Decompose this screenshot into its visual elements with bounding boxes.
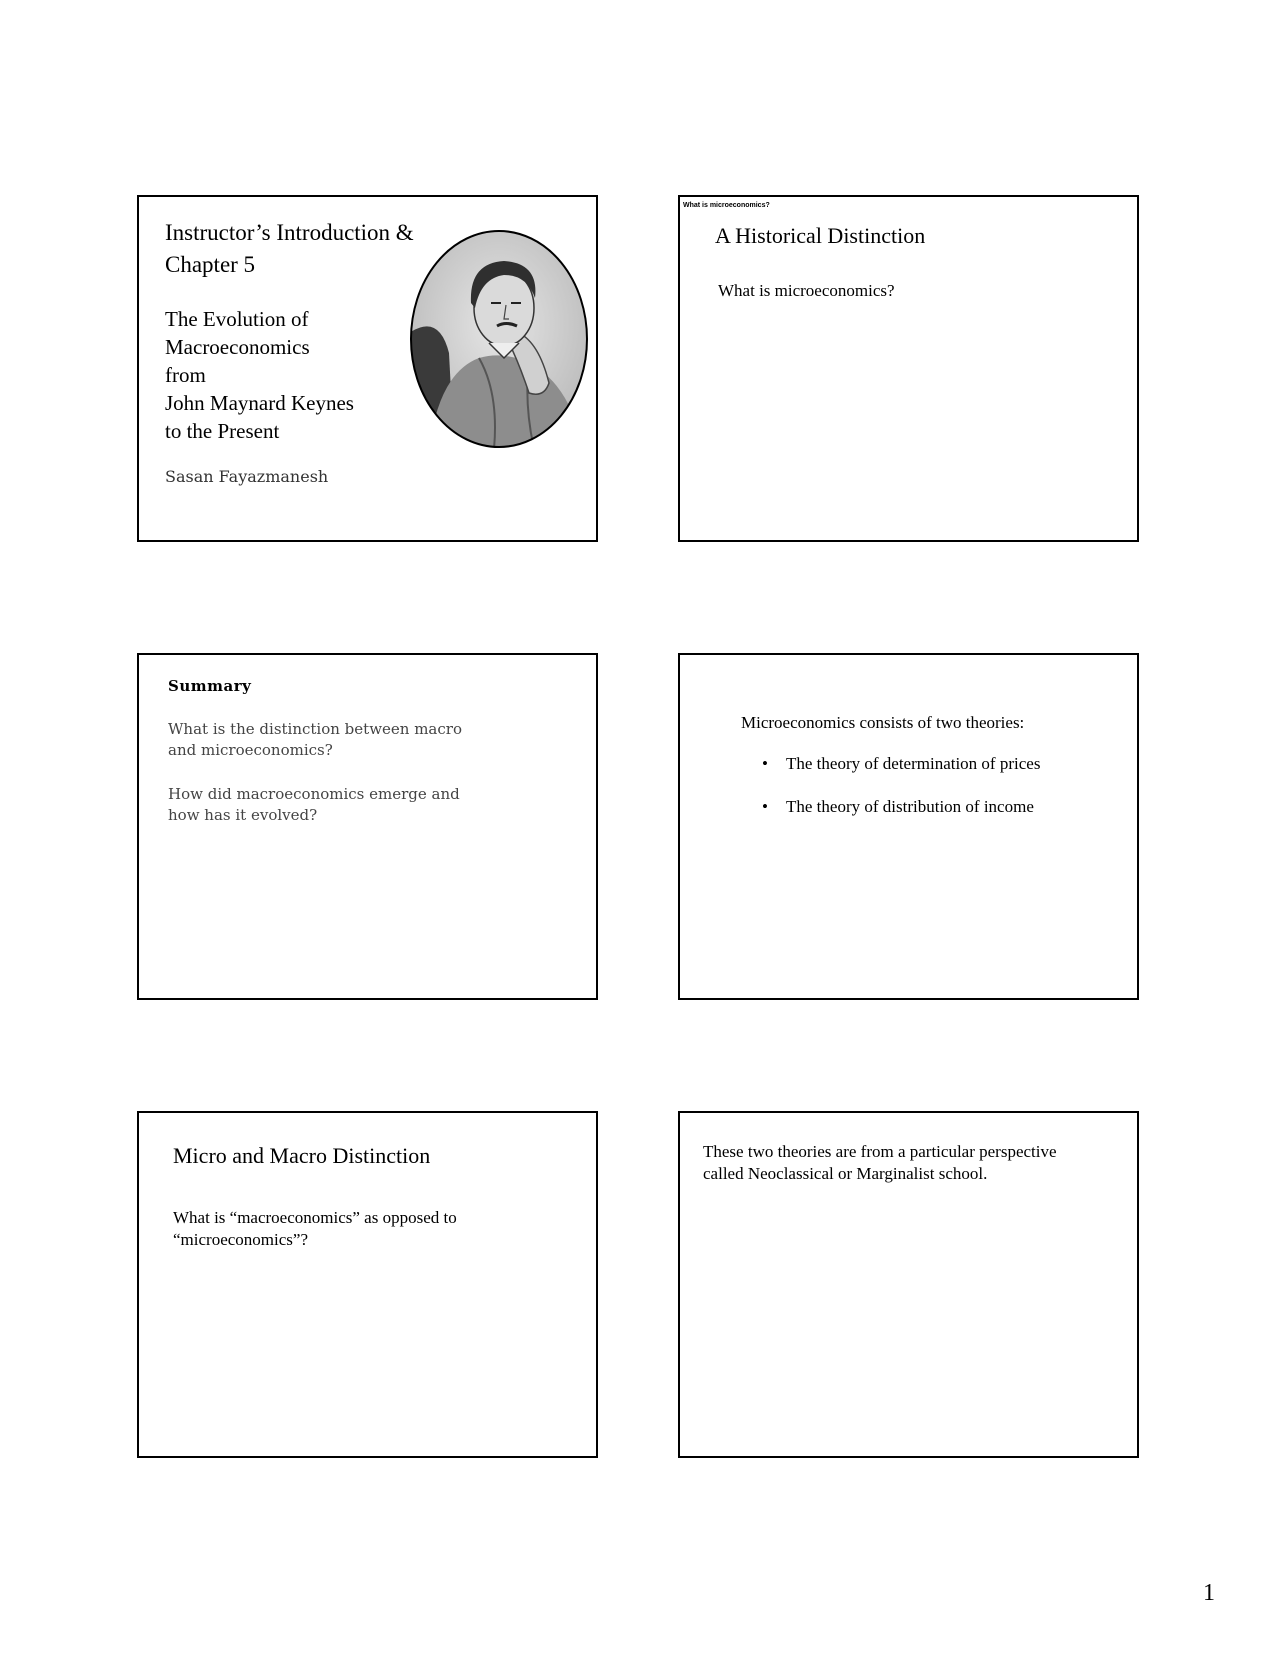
slide-1 [137, 195, 598, 542]
slide-header: What is microeconomics? [683, 202, 770, 209]
subtitle-line: The Evolution of [165, 307, 309, 331]
slide-title: A Historical Distinction [715, 223, 926, 248]
slide-body: What is microeconomics? [718, 281, 895, 300]
bullet-item: • The theory of distribution of income [762, 796, 1040, 818]
slide-title: Summary [168, 677, 252, 695]
slide-3 [137, 653, 598, 1000]
subtitle-line: John Maynard Keynes [165, 391, 354, 415]
slide-4 [678, 653, 1139, 1000]
slide-body: These two theories are from a particular perspective called Neoclassical or Marginalist school. [703, 1142, 1057, 1183]
subtitle-line: to the Present [165, 419, 280, 443]
summary-question: How did macroeconomics emerge and how has it evolved? [168, 785, 460, 824]
bullet-item: • The theory of determination of prices [762, 753, 1040, 775]
slide-body: What is “macroeconomics” as opposed to “microeconomics”? [173, 1208, 457, 1249]
keynes-portrait-image [409, 223, 589, 449]
subtitle-line: from [165, 363, 206, 387]
slide-subtitle [165, 305, 395, 445]
summary-question: What is the distinction between macro and microeconomics? [168, 720, 462, 759]
slide-title: Micro and Macro Distinction [173, 1143, 431, 1168]
page-number: 1 [1203, 1580, 1215, 1606]
author-name: Sasan Fayazmanesh [165, 467, 329, 486]
bullet-list [762, 753, 1040, 839]
slide-2 [678, 195, 1139, 542]
slide-5 [137, 1111, 598, 1458]
slide-title: Instructor’s Introduction & Chapter 5 [165, 220, 414, 277]
slide-6 [678, 1111, 1139, 1458]
slide-lead-text: Microeconomics consists of two theories: [741, 713, 1025, 732]
subtitle-line: Macroeconomics [165, 335, 310, 359]
